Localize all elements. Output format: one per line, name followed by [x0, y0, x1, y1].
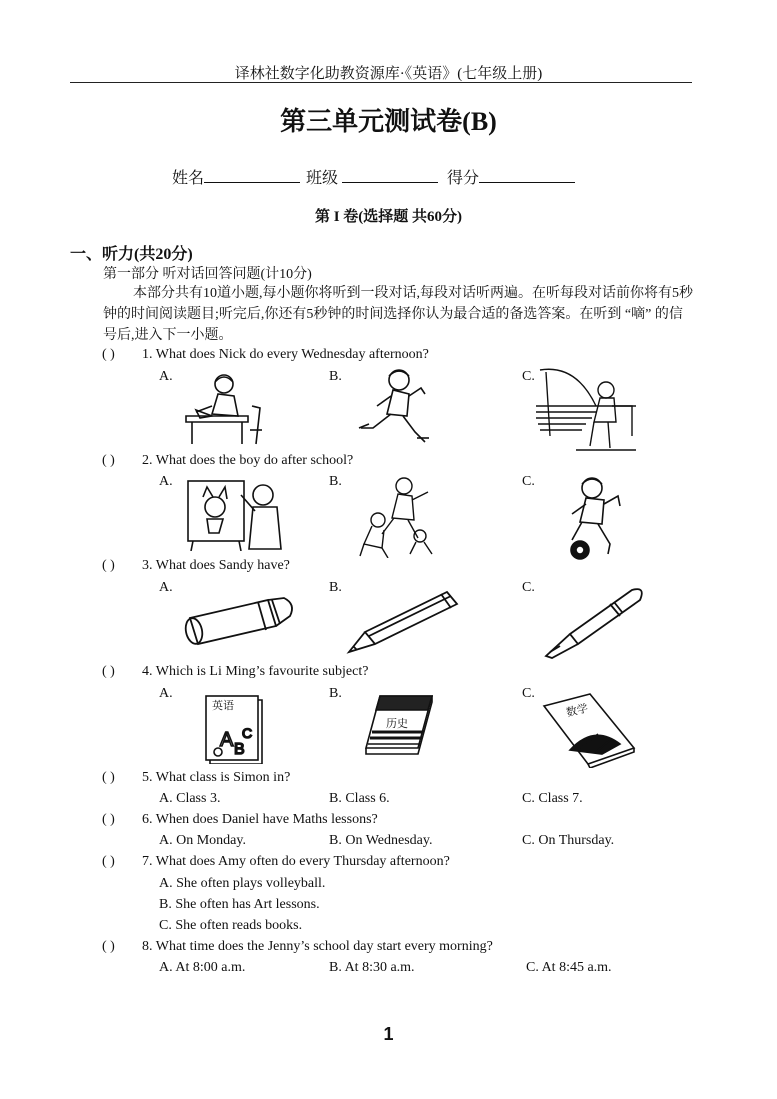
name-label: 姓名 — [172, 170, 205, 187]
header-rule — [70, 82, 692, 83]
score-label: 得分 — [447, 170, 480, 187]
boy-playing-football-image — [558, 474, 628, 562]
title-suffix: (B) — [462, 107, 497, 136]
instructions: 本部分共有10道小题,每小题你将听到一段对话,每段对话听两遍。在听每段对话前你将有5秒钟的时间阅读题目;听完后,你还有5秒钟的时间选择你认为最合适的备选答案。在听到 “嘀” 的信号后,进入下一小题。 — [103, 286, 693, 343]
boy-studying-at-desk-image — [182, 370, 268, 446]
name-blank — [204, 168, 300, 183]
history-book-label: 历史 — [386, 717, 408, 730]
q5-option-a: A. Class 3. — [159, 791, 221, 806]
q7-option-b: B. She often has Art lessons. — [159, 897, 320, 912]
q3-option-c: C. — [522, 580, 535, 595]
q6-option-a: A. On Monday. — [159, 833, 246, 848]
boy-running-image — [355, 366, 435, 446]
boys-playing-image — [358, 474, 438, 558]
q8-option-c: C. At 8:45 a.m. — [526, 960, 612, 975]
part-heading: 第一部分 听对话回答问题(计10分) — [103, 267, 312, 282]
q6-option-c: C. On Thursday. — [522, 833, 615, 848]
maths-book-image — [540, 692, 636, 768]
answer-paren-3: ( ) — [102, 558, 115, 573]
q3-option-a: A. — [159, 580, 173, 595]
english-book-image — [202, 694, 264, 764]
q1-option-a: A. — [159, 369, 173, 384]
crayon-image — [180, 592, 298, 650]
paper-heading: 第 I 卷(选择题 共60分) — [314, 209, 463, 225]
section-heading: 一、听力(共20分) — [70, 246, 193, 263]
question-3: 3. What does Sandy have? — [142, 558, 290, 573]
fountain-pen-image — [540, 584, 648, 662]
question-5: 5. What class is Simon in? — [142, 770, 291, 785]
answer-paren-6: ( ) — [102, 812, 115, 827]
answer-paren-8: ( ) — [102, 939, 115, 954]
q5-option-c: C. Class 7. — [522, 791, 583, 806]
question-2: 2. What does the boy do after school? — [142, 453, 354, 468]
q2-option-a: A. — [159, 474, 173, 489]
history-book-image — [362, 692, 434, 758]
question-6: 6. When does Daniel have Maths lessons? — [142, 812, 378, 827]
q3-option-b: B. — [329, 580, 342, 595]
svg-text:A: A — [220, 729, 234, 751]
answer-paren-5: ( ) — [102, 770, 115, 785]
q1-option-b: B. — [329, 369, 342, 384]
q6-option-b: B. On Wednesday. — [329, 833, 433, 848]
answer-paren-7: ( ) — [102, 854, 115, 869]
q7-option-c: C. She often reads books. — [159, 918, 303, 933]
q7-option-a: A. She often plays volleyball. — [159, 876, 326, 891]
title-text: 第三单元测试卷 — [280, 107, 463, 137]
question-1: 1. What does Nick do every Wednesday afternoon? — [142, 347, 429, 362]
boy-drawing-picture-image — [185, 477, 285, 551]
svg-text:B: B — [234, 741, 245, 758]
score-field — [447, 165, 581, 188]
question-8: 8. What time does the Jenny’s school day start every morning? — [142, 939, 493, 954]
answer-paren-2: ( ) — [102, 453, 115, 468]
page-number: 1 — [383, 1024, 394, 1044]
q2-option-c: C. — [522, 474, 535, 489]
answer-paren-4: ( ) — [102, 664, 115, 679]
q4-option-a: A. — [159, 686, 173, 701]
q8-option-a: A. At 8:00 a.m. — [159, 960, 246, 975]
q5-option-b: B. Class 6. — [329, 791, 390, 806]
page-header: 译林社数字化助教资源库·《英语》(七年级上册) — [234, 66, 543, 82]
score-blank — [479, 168, 575, 183]
q2-option-b: B. — [329, 474, 342, 489]
english-book-label: 英语 — [212, 699, 234, 712]
question-4: 4. Which is Li Ming’s favourite subject? — [142, 664, 369, 679]
q1-option-c: C. — [522, 369, 535, 384]
class-label: 班级 — [306, 170, 339, 187]
answer-paren-1: ( ) — [102, 347, 115, 362]
svg-text:C: C — [242, 725, 253, 741]
class-blank — [342, 168, 438, 183]
question-7: 7. What does Amy often do every Thursday afternoon? — [142, 854, 450, 869]
page-title — [0, 101, 777, 138]
q4-option-b: B. — [329, 686, 342, 701]
q4-option-c: C. — [522, 686, 535, 701]
maths-book-label: 数学 — [564, 701, 590, 720]
name-field — [172, 165, 306, 188]
class-field — [306, 165, 444, 188]
pencil-image — [345, 586, 463, 656]
man-fishing-image — [536, 366, 636, 452]
q8-option-b: B. At 8:30 a.m. — [329, 960, 415, 975]
